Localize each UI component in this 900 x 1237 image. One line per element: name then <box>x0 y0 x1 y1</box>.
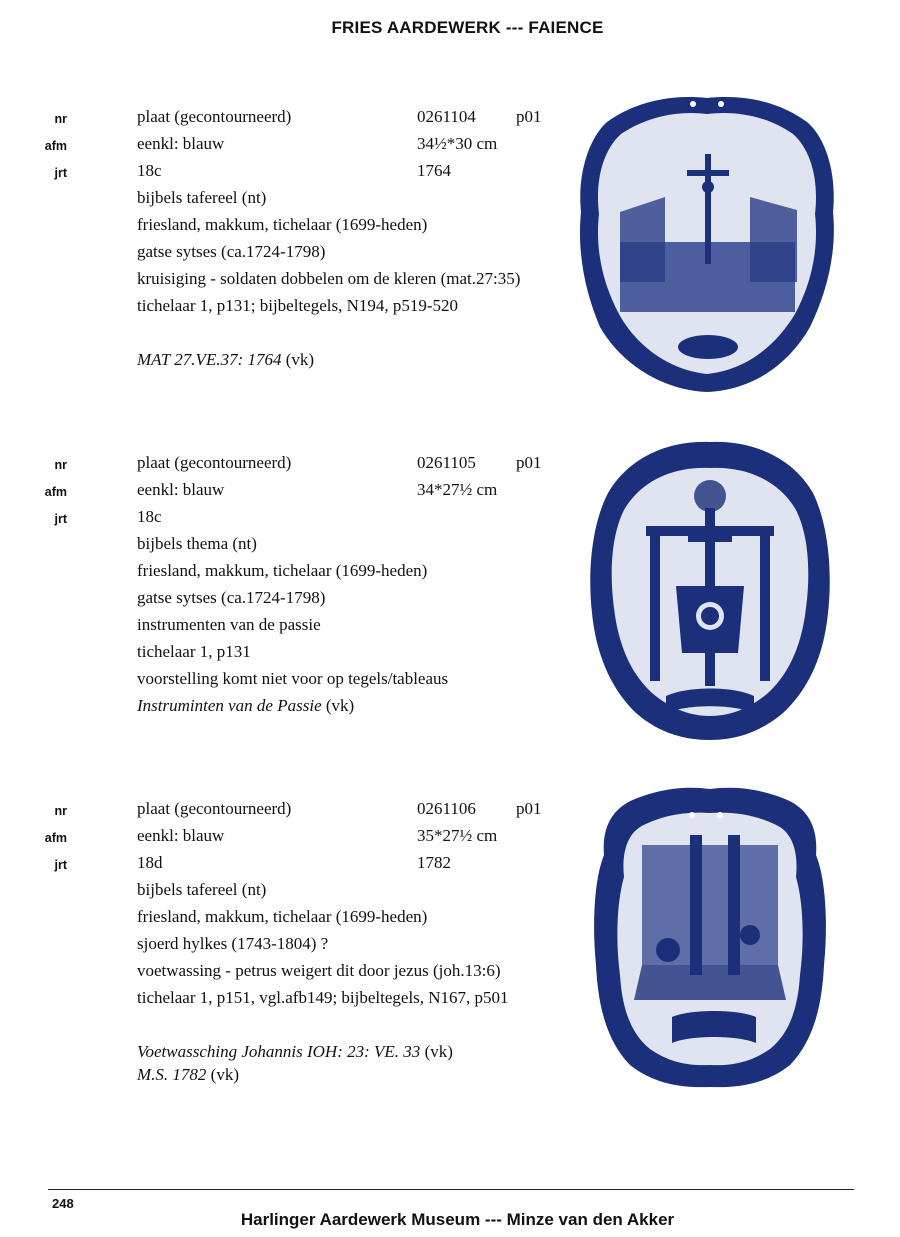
value-opschrift-2 <box>137 1065 239 1085</box>
row-schilder <box>0 242 560 268</box>
label-jrt: jrt <box>54 166 67 180</box>
label-afm: afm <box>44 485 67 499</box>
value-kleur: eenkl: blauw <box>137 826 225 845</box>
row-voorwerp <box>0 799 560 825</box>
value-voorstelling: bijbels tafereel (nt) <box>137 188 267 207</box>
value-afm: 34*27½ cm <box>417 480 498 499</box>
opschrift-italic: MAT 27.VE.37: 1764 <box>137 350 282 369</box>
row-schilder <box>0 934 560 960</box>
value-voorbeeld: instrumenten van de passie <box>137 615 321 634</box>
value-jrt: 1764 <box>417 161 451 180</box>
value-datering: 18d <box>137 853 163 872</box>
value-schilder: gatse sytses (ca.1724-1798) <box>137 588 326 607</box>
blue-foot-washing-plate-icon <box>590 785 830 1090</box>
row-fabrikaat <box>0 561 560 587</box>
label-afm: afm <box>44 139 67 153</box>
row-voorbeeld <box>0 269 560 295</box>
row-fabrikaat <box>0 215 560 241</box>
opschrift2-suffix: (vk) <box>206 1065 239 1084</box>
row-voorwerp <box>0 107 560 133</box>
row-voorwerp <box>0 453 560 479</box>
value-jrt: 1782 <box>417 853 451 872</box>
page-number: 248 <box>52 1196 74 1211</box>
row-datering <box>0 161 560 187</box>
row-opmerking <box>0 669 560 695</box>
opschrift-italic: Instruminten van de Passie <box>137 696 322 715</box>
footer-divider <box>48 1189 854 1190</box>
value-schilder: sjoerd hylkes (1743-1804) ? <box>137 934 329 953</box>
blue-passion-instruments-plate-icon <box>588 438 833 743</box>
value-voorstelling: bijbels thema (nt) <box>137 534 257 553</box>
row-opschrift <box>0 696 560 722</box>
row-voorstelling <box>0 534 560 560</box>
row-schilder <box>0 588 560 614</box>
row-voorbeeld <box>0 615 560 641</box>
row-voorstelling <box>0 880 560 906</box>
row-kleur <box>0 134 560 160</box>
label-jrt: jrt <box>54 858 67 872</box>
row-datering <box>0 853 560 879</box>
value-literatuur: tichelaar 1, p151, vgl.afb149; bijbeltegels, N167, p501 <box>137 988 509 1007</box>
opschrift-suffix: (vk) <box>321 696 355 715</box>
row-literatuur <box>0 296 560 322</box>
row-voorbeeld <box>0 961 560 987</box>
value-voorwerp: plaat (gecontourneerd) <box>137 453 292 472</box>
value-fabrikaat: friesland, makkum, tichelaar (1699-heden) <box>137 561 428 580</box>
opschrift-italic: Voetwassching Johannis IOH: 23: VE. 33 <box>137 1042 421 1061</box>
value-fabrikaat: friesland, makkum, tichelaar (1699-heden) <box>137 215 428 234</box>
opschrift-suffix: (vk) <box>281 350 315 369</box>
value-literatuur: tichelaar 1, p131 <box>137 642 251 661</box>
blue-crucifixion-plate-icon <box>575 92 840 397</box>
value-afm: 35*27½ cm <box>417 826 498 845</box>
opschrift2-italic: M.S. 1782 <box>137 1065 207 1084</box>
row-literatuur <box>0 988 560 1014</box>
value-p: p01 <box>516 107 542 126</box>
value-datering: 18c <box>137 161 162 180</box>
value-opschrift <box>137 696 354 716</box>
value-kleur: eenkl: blauw <box>137 134 225 153</box>
opschrift-suffix: (vk) <box>420 1042 453 1061</box>
value-opmerking: voorstelling komt niet voor op tegels/tableaus <box>137 669 449 688</box>
value-nr: 0261106 <box>417 799 476 818</box>
label-nr: nr <box>54 804 67 818</box>
value-datering: 18c <box>137 507 162 526</box>
row-datering <box>0 507 560 533</box>
value-nr: 0261104 <box>417 107 476 126</box>
value-kleur: eenkl: blauw <box>137 480 225 499</box>
value-voorwerp: plaat (gecontourneerd) <box>137 799 292 818</box>
value-p: p01 <box>516 799 542 818</box>
label-afm: afm <box>44 831 67 845</box>
row-voorstelling <box>0 188 560 214</box>
value-voorbeeld: voetwassing - petrus weigert dit door jezus (joh.13:6) <box>137 961 501 980</box>
value-p: p01 <box>516 453 542 472</box>
row-kleur <box>0 480 560 506</box>
value-afm: 34½*30 cm <box>417 134 498 153</box>
row-fabrikaat <box>0 907 560 933</box>
label-nr: nr <box>54 112 67 126</box>
row-literatuur <box>0 642 560 668</box>
value-voorbeeld: kruisiging - soldaten dobbelen om de kleren (mat.27:35) <box>137 269 521 288</box>
page-header: FRIES AARDEWERK --- FAIENCE <box>331 18 604 37</box>
value-schilder: gatse sytses (ca.1724-1798) <box>137 242 326 261</box>
value-opschrift <box>137 1042 453 1062</box>
value-voorwerp: plaat (gecontourneerd) <box>137 107 292 126</box>
value-literatuur: tichelaar 1, p131; bijbeltegels, N194, p519-520 <box>137 296 459 315</box>
row-opmerking <box>0 1015 560 1041</box>
value-opschrift <box>137 350 314 370</box>
page-footer: Harlinger Aardewerk Museum --- Minze van den Akker <box>240 1210 675 1229</box>
row-opschrift <box>0 350 560 376</box>
label-jrt: jrt <box>54 512 67 526</box>
row-opschrift-2 <box>0 1065 560 1091</box>
label-nr: nr <box>54 458 67 472</box>
row-kleur <box>0 826 560 852</box>
value-voorstelling: bijbels tafereel (nt) <box>137 880 267 899</box>
row-opmerking <box>0 323 560 349</box>
value-fabrikaat: friesland, makkum, tichelaar (1699-heden) <box>137 907 428 926</box>
value-nr: 0261105 <box>417 453 476 472</box>
